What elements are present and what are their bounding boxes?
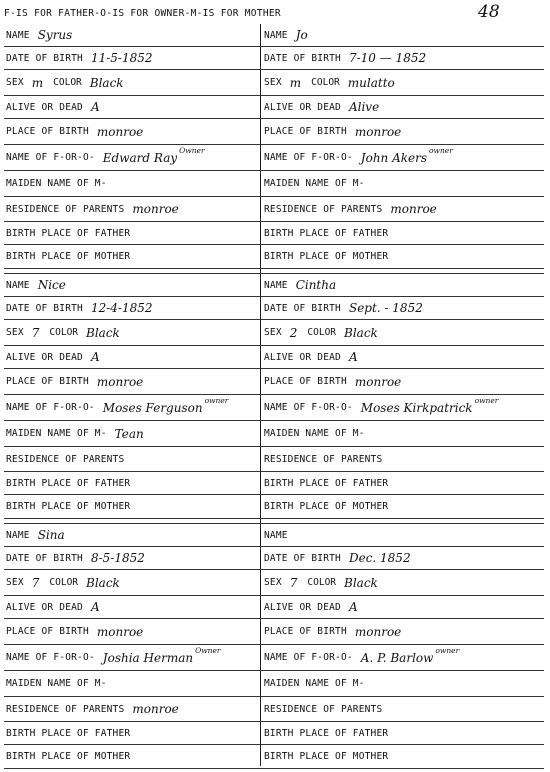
record-2-father_owner-value: Moses Ferguson	[102, 400, 203, 415]
record-0-residence-cell	[4, 197, 260, 221]
record-4-name-value: Sina	[37, 528, 65, 542]
record-3-alive-cell	[262, 346, 544, 368]
record-4-alive-cell	[4, 596, 260, 618]
bp_mother-label: BIRTH PLACE OF MOTHER	[6, 751, 131, 762]
record-1-owner-note: owner	[429, 146, 453, 155]
record-2-sex-cell	[4, 320, 260, 345]
alive-label: ALIVE OR DEAD	[264, 601, 341, 613]
form-row-father_owner	[4, 645, 544, 671]
residence-label: RESIDENCE OF PARENTS	[264, 453, 383, 465]
dob-label: DATE OF BIRTH	[264, 302, 341, 314]
maiden-label: MAIDEN NAME OF M-	[264, 678, 365, 689]
record-4-name-cell	[4, 524, 260, 546]
pob-label: PLACE OF BIRTH	[264, 376, 347, 387]
form-row-bp_father	[4, 222, 544, 245]
record-5-name-cell	[262, 524, 544, 546]
record-0-sex-cell	[4, 70, 260, 95]
record-5-dob-cell	[262, 547, 544, 569]
sex-label: SEX	[6, 577, 24, 588]
residence-label: RESIDENCE OF PARENTS	[264, 203, 383, 215]
record-4-maiden-cell	[4, 671, 260, 696]
sex-label: SEX	[264, 77, 282, 88]
pob-label: PLACE OF BIRTH	[264, 626, 347, 637]
color-label: COLOR	[307, 577, 337, 588]
form-row-pob	[4, 119, 544, 145]
record-0-sex-value: m	[31, 75, 44, 90]
record-5-alive-cell	[262, 596, 544, 618]
record-5-bp_mother-cell	[262, 745, 544, 768]
record-1-color-value: mulatto	[347, 75, 395, 90]
bp_father-label: BIRTH PLACE OF FATHER	[264, 727, 389, 739]
record-grid	[4, 24, 544, 769]
record-1-bp_father-cell	[262, 222, 544, 244]
bp_mother-label: BIRTH PLACE OF MOTHER	[264, 751, 389, 762]
record-5-sex-cell	[262, 570, 544, 595]
record-0-owner-note: Owner	[179, 146, 205, 155]
father_owner-label: NAME OF F-OR-O-	[6, 152, 95, 163]
record-3-bp_father-cell	[262, 472, 544, 494]
record-1-father_owner-value: John Akers	[360, 150, 428, 165]
record-5-owner-note: owner	[435, 646, 460, 655]
record-3-maiden-cell	[262, 421, 544, 446]
form-row-sex	[4, 320, 544, 346]
form-row-pob	[4, 369, 544, 395]
record-4-owner-note: Owner	[195, 646, 221, 655]
residence-label: RESIDENCE OF PARENTS	[6, 453, 125, 465]
record-4-alive-value: A	[90, 600, 100, 614]
record-5-alive-value: A	[348, 600, 358, 614]
record-2-residence-cell	[4, 447, 260, 471]
alive-label: ALIVE OR DEAD	[6, 351, 83, 363]
maiden-label: MAIDEN NAME OF M-	[6, 678, 107, 689]
record-3-dob-value: Sept. - 1852	[348, 301, 423, 315]
record-1-maiden-cell	[262, 171, 544, 196]
record-5-color-value: Black	[344, 575, 378, 590]
record-3-sex-value: 2	[289, 325, 298, 340]
record-4-bp_father-cell	[4, 722, 260, 744]
record-2-bp_father-cell	[4, 472, 260, 494]
form-row-alive	[4, 346, 544, 369]
form-row-name	[4, 274, 544, 297]
dob-label: DATE OF BIRTH	[6, 302, 83, 314]
record-4-father_owner-value: Joshia Herman	[102, 650, 194, 665]
alive-label: ALIVE OR DEAD	[264, 101, 341, 113]
form-row-name	[4, 24, 544, 47]
pob-label: PLACE OF BIRTH	[6, 126, 89, 137]
residence-label: RESIDENCE OF PARENTS	[6, 703, 125, 715]
record-3-bp_mother-cell	[262, 495, 544, 518]
dob-label: DATE OF BIRTH	[6, 52, 83, 64]
form-row-bp_father	[4, 472, 544, 495]
record-5-bp_father-cell	[262, 722, 544, 744]
record-0-name-cell	[4, 24, 260, 46]
record-3-color-value: Black	[344, 325, 378, 340]
dob-label: DATE OF BIRTH	[264, 552, 341, 564]
name-label: NAME	[6, 279, 30, 291]
form-row-residence	[4, 697, 544, 722]
record-4-dob-cell	[4, 547, 260, 569]
form-row-name	[4, 524, 544, 547]
dob-label: DATE OF BIRTH	[6, 552, 83, 564]
record-1-sex-cell	[262, 70, 544, 95]
record-3-dob-cell	[262, 297, 544, 319]
father_owner-label: NAME OF F-OR-O-	[264, 152, 353, 163]
bp_father-label: BIRTH PLACE OF FATHER	[6, 727, 131, 739]
record-5-residence-cell	[262, 697, 544, 721]
form-row-dob	[4, 547, 544, 570]
sex-label: SEX	[6, 77, 24, 88]
record-5-pob-value: monroe	[354, 624, 402, 639]
color-label: COLOR	[311, 77, 340, 88]
maiden-label: MAIDEN NAME OF M-	[6, 178, 107, 189]
record-3-name-value: Cintha	[295, 278, 337, 292]
record-2-sex-value: 7	[31, 325, 40, 340]
pob-label: PLACE OF BIRTH	[6, 376, 89, 387]
record-2-pob-value: monroe	[96, 374, 144, 389]
record-0-father_owner-cell	[4, 145, 260, 170]
record-0-pob-value: monroe	[96, 124, 144, 139]
form-row-father_owner	[4, 145, 544, 171]
record-4-color-value: Black	[86, 575, 120, 590]
father_owner-label: NAME OF F-OR-O-	[6, 402, 95, 413]
maiden-label: MAIDEN NAME OF M-	[6, 428, 107, 439]
record-1-pob-value: monroe	[354, 124, 402, 139]
record-5-father_owner-cell	[262, 645, 544, 670]
father_owner-label: NAME OF F-OR-O-	[264, 652, 353, 663]
record-2-bp_mother-cell	[4, 495, 260, 518]
bp_father-label: BIRTH PLACE OF FATHER	[6, 227, 131, 239]
form-row-pob	[4, 619, 544, 645]
record-1-alive-value: Alive	[348, 100, 380, 114]
record-2-dob-cell	[4, 297, 260, 319]
name-label: NAME	[6, 29, 30, 41]
color-label: COLOR	[49, 577, 79, 588]
form-row-bp_mother	[4, 495, 544, 519]
form-row-maiden	[4, 421, 544, 447]
column-divider	[260, 24, 261, 766]
record-3-pob-cell	[262, 369, 544, 394]
sex-label: SEX	[6, 327, 24, 338]
record-2-father_owner-cell	[4, 395, 260, 420]
record-1-dob-cell	[262, 47, 544, 69]
form-row-bp_mother	[4, 745, 544, 769]
record-1-name-cell	[262, 24, 544, 46]
residence-label: RESIDENCE OF PARENTS	[264, 703, 383, 715]
residence-label: RESIDENCE OF PARENTS	[6, 203, 125, 215]
record-2-alive-value: A	[90, 350, 100, 364]
form-row-residence	[4, 447, 544, 472]
record-2-maiden-cell	[4, 421, 260, 446]
record-0-maiden-cell	[4, 171, 260, 196]
record-3-father_owner-value: Moses Kirkpatrick	[360, 400, 473, 415]
form-row-father_owner	[4, 395, 544, 421]
record-1-father_owner-cell	[262, 145, 544, 170]
record-0-dob-cell	[4, 47, 260, 69]
color-label: COLOR	[49, 327, 79, 338]
page-number: 48	[478, 2, 500, 22]
record-1-sex-value: m	[289, 75, 302, 90]
record-4-pob-cell	[4, 619, 260, 644]
record-0-alive-value: A	[90, 100, 100, 114]
bp_father-label: BIRTH PLACE OF FATHER	[6, 477, 131, 489]
page-header: F-IS FOR FATHER-O-IS FOR OWNER-M-IS FOR MOTHER	[4, 8, 281, 19]
bp_mother-label: BIRTH PLACE OF MOTHER	[264, 251, 389, 262]
father_owner-label: NAME OF F-OR-O-	[6, 652, 95, 663]
form-row-dob	[4, 47, 544, 70]
bp_father-label: BIRTH PLACE OF FATHER	[264, 477, 389, 489]
record-5-dob-value: Dec. 1852	[348, 551, 411, 565]
record-3-owner-note: owner	[474, 396, 499, 405]
record-0-bp_mother-cell	[4, 245, 260, 268]
pob-label: PLACE OF BIRTH	[264, 126, 347, 137]
record-4-sex-cell	[4, 570, 260, 595]
record-4-bp_mother-cell	[4, 745, 260, 768]
record-2-dob-value: 12-4-1852	[90, 301, 153, 315]
record-0-father_owner-value: Edward Ray	[102, 150, 178, 165]
record-0-pob-cell	[4, 119, 260, 144]
record-3-alive-value: A	[348, 350, 358, 364]
record-3-residence-cell	[262, 447, 544, 471]
sex-label: SEX	[264, 327, 282, 338]
record-4-dob-value: 8-5-1852	[90, 551, 145, 565]
dob-label: DATE OF BIRTH	[264, 52, 341, 64]
record-1-residence-value: monroe	[390, 202, 437, 216]
sex-label: SEX	[264, 577, 282, 588]
record-2-maiden-value: Tean	[114, 426, 144, 441]
bp_mother-label: BIRTH PLACE OF MOTHER	[6, 501, 131, 512]
alive-label: ALIVE OR DEAD	[264, 351, 341, 363]
maiden-label: MAIDEN NAME OF M-	[264, 178, 365, 189]
record-1-bp_mother-cell	[262, 245, 544, 268]
form-row-residence	[4, 197, 544, 222]
name-label: NAME	[264, 529, 288, 541]
form-row-bp_father	[4, 722, 544, 745]
maiden-label: MAIDEN NAME OF M-	[264, 428, 365, 439]
form-row-alive	[4, 596, 544, 619]
form-row-dob	[4, 297, 544, 320]
record-0-dob-value: 11-5-1852	[90, 51, 153, 65]
record-1-name-value: Jo	[295, 28, 308, 42]
record-3-pob-value: monroe	[354, 374, 402, 389]
record-4-sex-value: 7	[31, 575, 40, 590]
father_owner-label: NAME OF F-OR-O-	[264, 402, 353, 413]
record-5-sex-value: 7	[289, 575, 298, 590]
record-4-pob-value: monroe	[96, 624, 144, 639]
form-row-alive	[4, 96, 544, 119]
form-row-bp_mother	[4, 245, 544, 269]
record-5-maiden-cell	[262, 671, 544, 696]
record-0-alive-cell	[4, 96, 260, 118]
record-2-name-cell	[4, 274, 260, 296]
record-1-residence-cell	[262, 197, 544, 221]
record-4-residence-value: monroe	[132, 702, 179, 716]
record-0-name-value: Syrus	[37, 28, 73, 42]
color-label: COLOR	[307, 327, 337, 338]
form-row-sex	[4, 70, 544, 96]
record-0-color-value: Black	[89, 75, 124, 90]
record-4-residence-cell	[4, 697, 260, 721]
form-row-maiden	[4, 171, 544, 197]
bp_father-label: BIRTH PLACE OF FATHER	[264, 227, 389, 239]
record-1-pob-cell	[262, 119, 544, 144]
name-label: NAME	[6, 529, 30, 541]
alive-label: ALIVE OR DEAD	[6, 101, 83, 113]
record-2-color-value: Black	[86, 325, 120, 340]
record-3-name-cell	[262, 274, 544, 296]
record-2-name-value: Nice	[37, 278, 66, 292]
record-2-owner-note: owner	[204, 396, 229, 405]
name-label: NAME	[264, 279, 288, 291]
color-label: COLOR	[53, 77, 82, 88]
pob-label: PLACE OF BIRTH	[6, 626, 89, 637]
record-0-bp_father-cell	[4, 222, 260, 244]
record-3-sex-cell	[262, 320, 544, 345]
record-2-alive-cell	[4, 346, 260, 368]
record-0-residence-value: monroe	[132, 202, 179, 216]
record-5-father_owner-value: A. P. Barlow	[360, 650, 434, 665]
bp_mother-label: BIRTH PLACE OF MOTHER	[6, 251, 131, 262]
record-4-father_owner-cell	[4, 645, 260, 670]
bp_mother-label: BIRTH PLACE OF MOTHER	[264, 501, 389, 512]
alive-label: ALIVE OR DEAD	[6, 601, 83, 613]
record-2-pob-cell	[4, 369, 260, 394]
record-1-alive-cell	[262, 96, 544, 118]
record-3-father_owner-cell	[262, 395, 544, 420]
form-row-maiden	[4, 671, 544, 697]
record-1-dob-value: 7-10 — 1852	[348, 51, 427, 65]
name-label: NAME	[264, 29, 288, 41]
form-row-sex	[4, 570, 544, 596]
record-5-pob-cell	[262, 619, 544, 644]
